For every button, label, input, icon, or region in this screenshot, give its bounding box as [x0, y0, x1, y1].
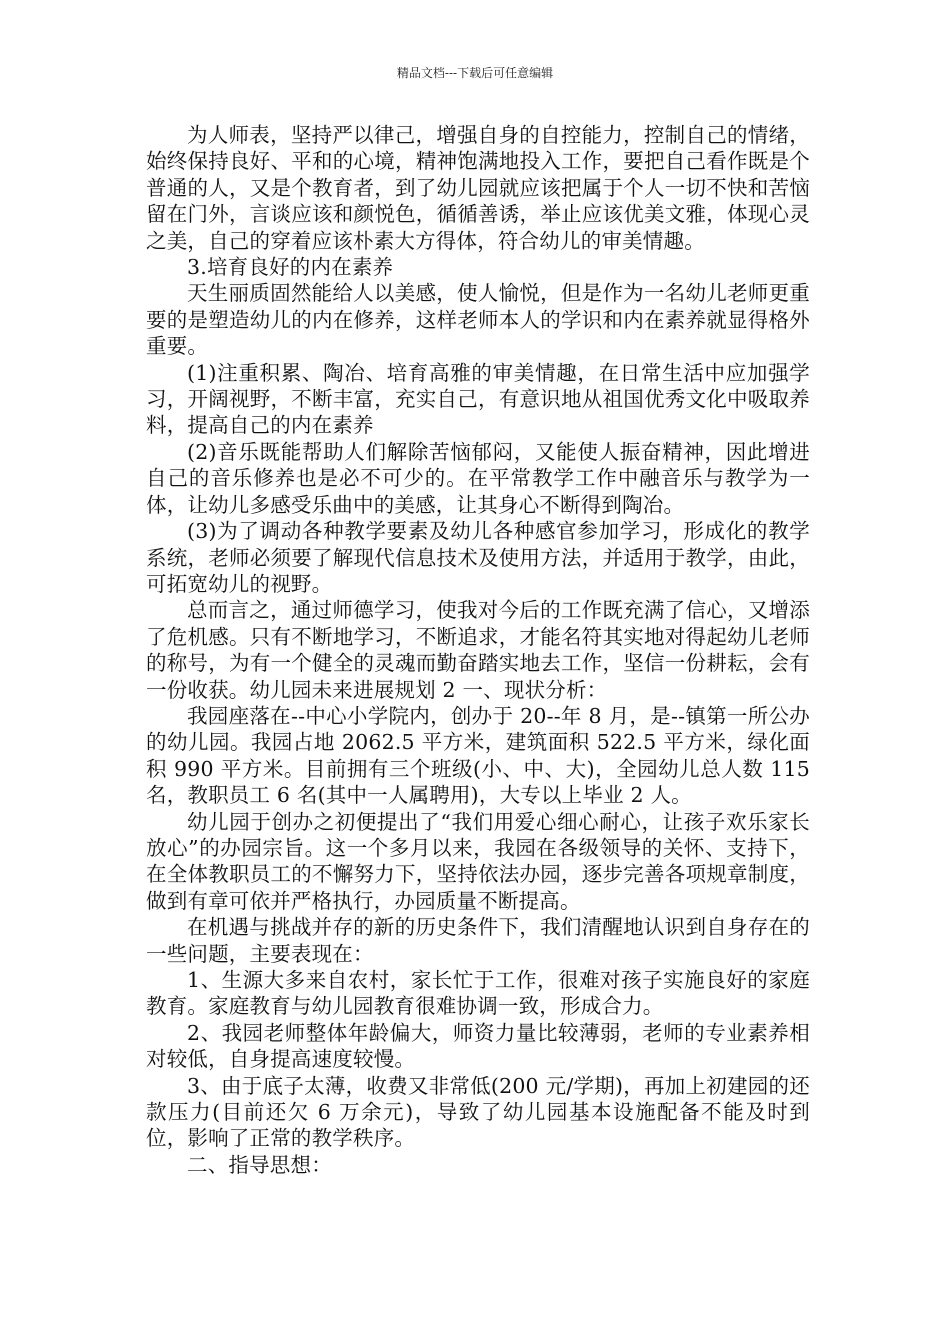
- section-heading-guiding-thought: 二、指导思想：: [187, 1152, 332, 1177]
- paragraph-problems-intro: 在机遇与挑战并存的新的历史条件下，我们清醒地认识到自身存在的一些问题，主要表现在：: [146, 915, 810, 966]
- list-item-2: (2)音乐既能帮助人们解除苦恼郁闷，又能使人振奋精神，因此增进自己的音乐修养也是必不可少的。在平常教学工作中融音乐与教学为一体，让幼儿多感受乐曲中的美感，让其身心不断得到陶冶。: [146, 439, 810, 517]
- paragraph-kindergarten-info: 我园座落在--中心小学院内，创办于 20--年 8 月，是--镇第一所公办的幼儿园。我园占地 2062.5 平方米，建筑面积 522.5 平方米，绿化面积 990 平方米。目前拥有三个班级(小、中、大)，全园幼儿总人数 115 名，教职员工 6 名(其中一人属聘用)，大专以上毕业 2 人。: [146, 703, 810, 808]
- paragraph-inner-quality: 天生丽质固然能给人以美感，使人愉悦，但是作为一名幼儿老师更重要的是塑造幼儿的内在修养，这样老师本人的学识和内在素养就显得格外重要。: [146, 281, 810, 359]
- problem-item-1: 1、生源大多来自农村，家长忙于工作，很难对孩子实施良好的家庭教育。家庭教育与幼儿园教育很难协调一致，形成合力。: [146, 968, 810, 1019]
- problem-item-2: 2、我园老师整体年龄偏大，师资力量比较薄弱，老师的专业素养相对较低，自身提高速度较慢。: [146, 1020, 810, 1072]
- paragraph-teacher-example: 为人师表，坚持严以律己，增强自身的自控能力，控制自己的情绪，始终保持良好、平和的心境，精神饱满地投入工作，要把自己看作既是个普通的人，又是个教育者，到了幼儿园就应该把属于个人一切不快和苦恼留在门外，言谈应该和颜悦色，循循善诱，举止应该优美文雅，体现心灵之美，自己的穿着应该朴素大方得体，符合幼儿的审美情趣。: [146, 123, 810, 253]
- document-body: [146, 122, 810, 1178]
- problem-item-3: 3、由于底子太薄，收费又非常低(200 元/学期)，再加上初建园的还款压力(目前还欠 6 万余元)，导致了幼儿园基本设施配备不能及时到位，影响了正常的教学秩序。: [146, 1073, 810, 1151]
- section-heading-inner-quality: 3.培育良好的内在素养: [187, 255, 394, 280]
- paragraph-summary: 总而言之，通过师德学习，使我对今后的工作既充满了信心，又增添了危机感。只有不断地学习，不断追求，才能名符其实地对得起幼儿老师的称号，为有一个健全的灵魂而勤奋踏实地去工作，坚信一份耕耘，会有一份收获。幼儿园未来进展规划 2 一、现状分析：: [146, 598, 810, 702]
- list-item-3: (3)为了调动各种教学要素及幼儿各种感官参加学习，形成化的教学系统，老师必须要了解现代信息技术及使用方法，并适用于教学，由此，可拓宽幼儿的视野。: [146, 519, 810, 596]
- paragraph-founding-purpose: 幼儿园于创办之初便提出了“我们用爱心细心耐心，让孩子欢乐家长放心”的办园宗旨。这一个多月以来，我园在各级领导的关怀、支持下，在全体教职员工的不懈努力下，坚持依法办园，逐步完善各项规章制度，做到有章可依并严格执行，办园质量不断提高。: [146, 809, 810, 913]
- page-header: 精品文档---下载后可任意编辑: [396, 66, 554, 80]
- list-item-1: (1)注重积累、陶冶、培育高雅的审美情趣，在日常生活中应加强学习，开阔视野，不断丰富，充实自己，有意识地从祖国优秀文化中吸取养料，提高自己的内在素养: [146, 360, 810, 438]
